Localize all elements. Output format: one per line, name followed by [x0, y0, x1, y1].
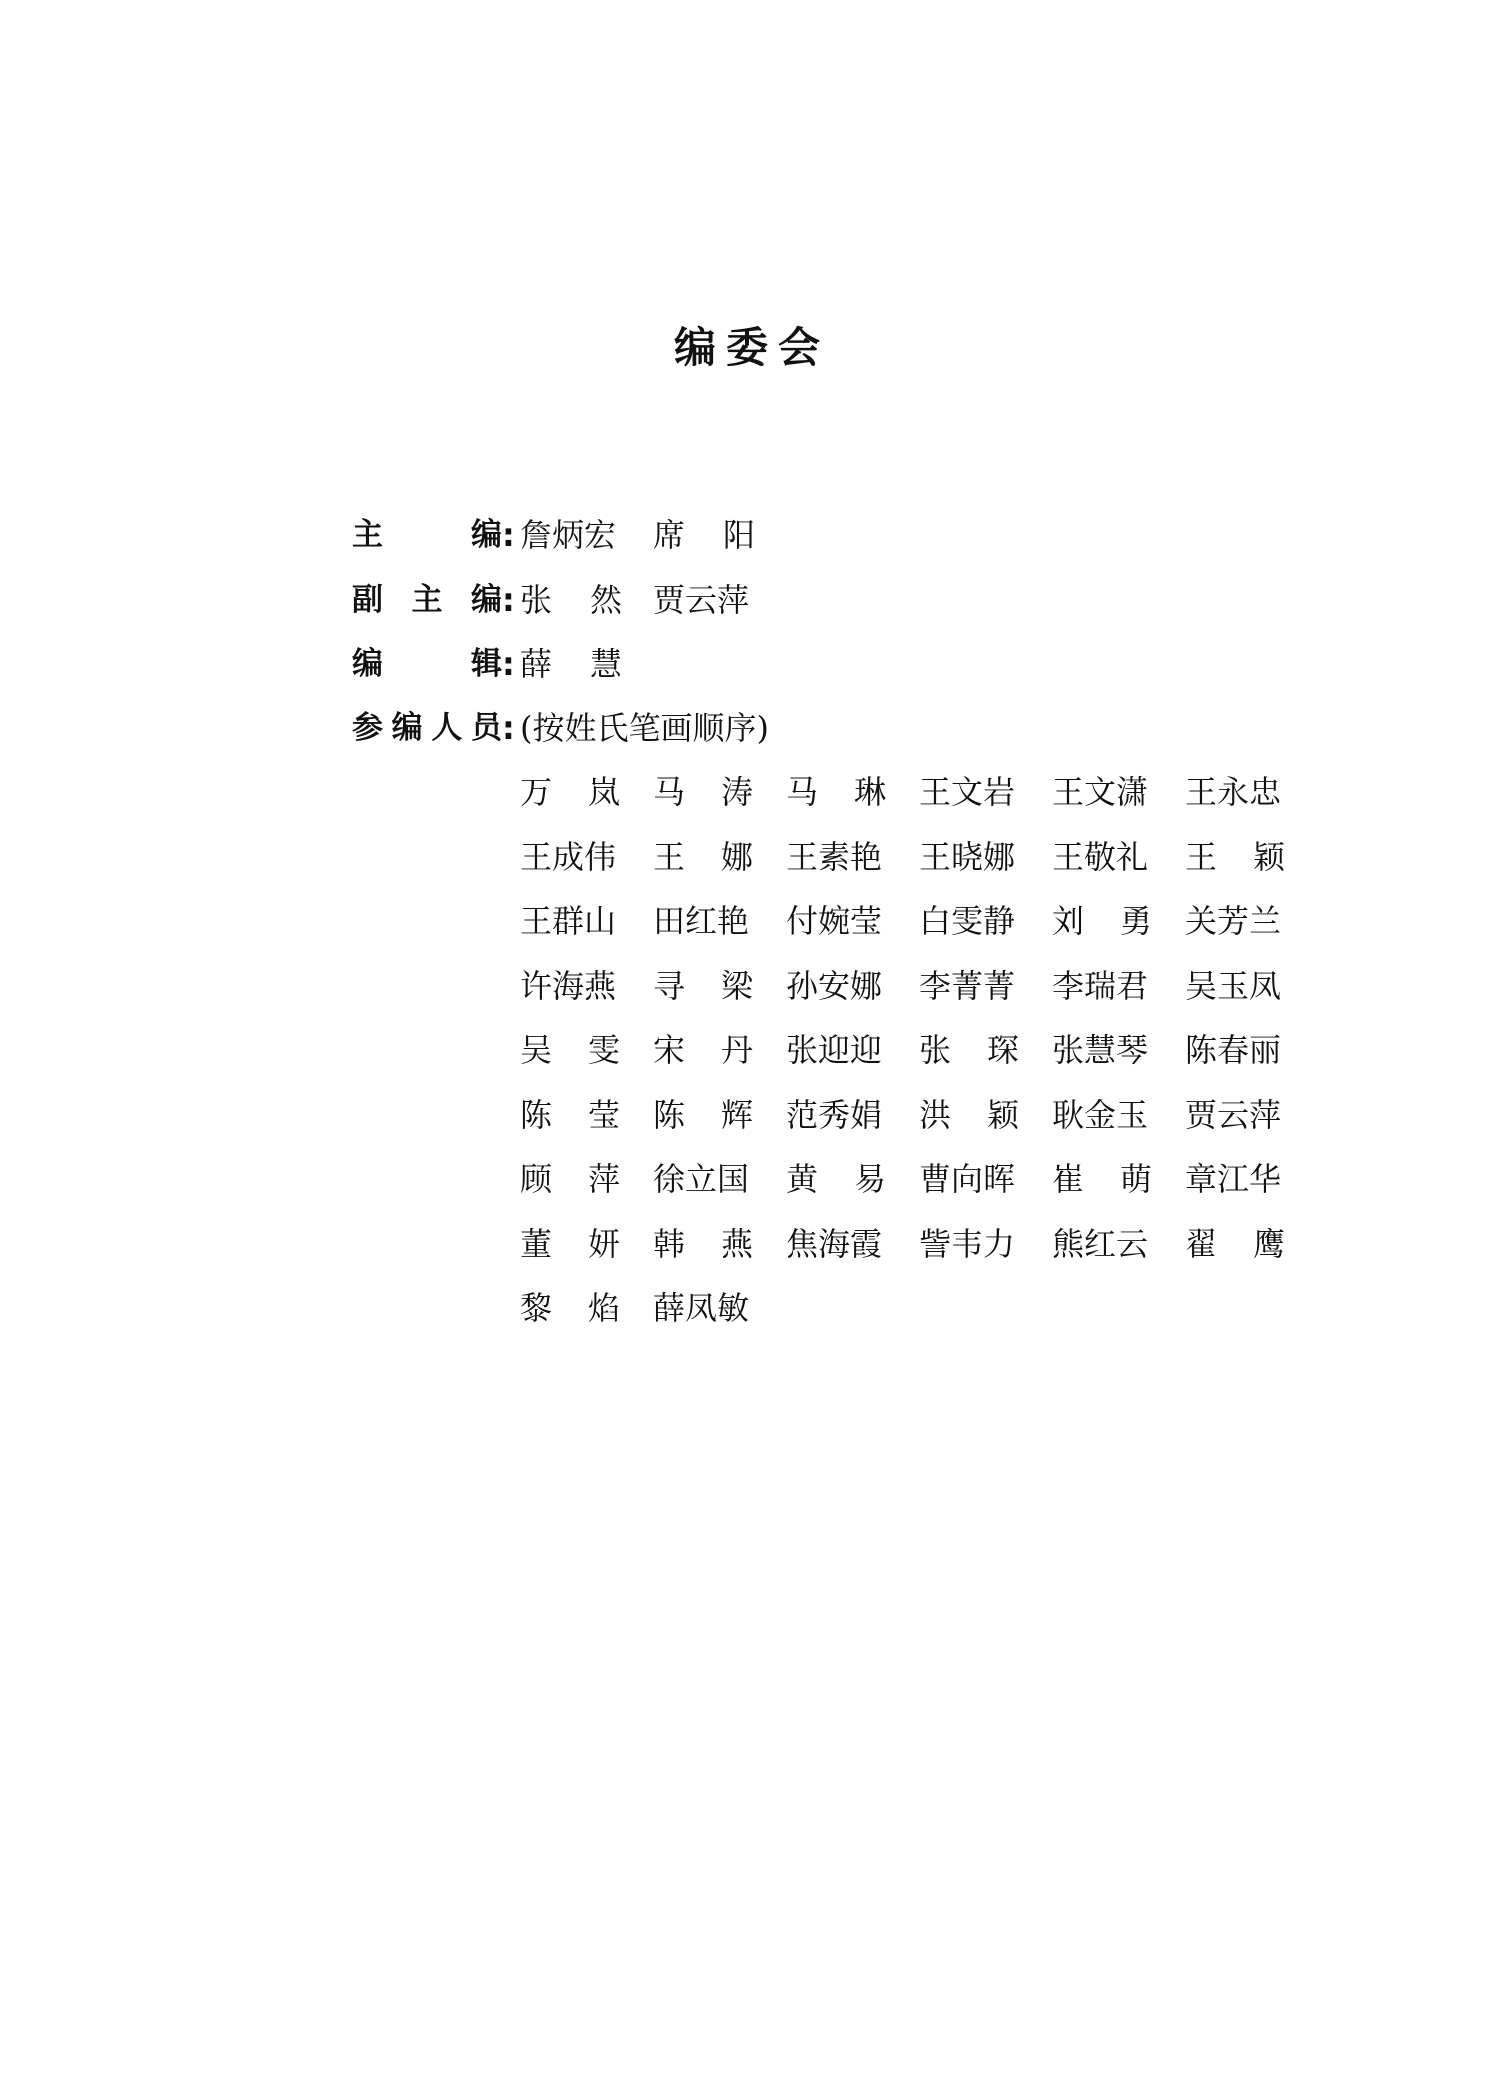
- person-name: 陈春丽: [1185, 1031, 1282, 1069]
- contributor-row: [520, 1276, 1318, 1341]
- person-name: 曹向晖: [919, 1160, 1016, 1198]
- person-name: 黄 易: [786, 1160, 886, 1198]
- person-name: 徐立国: [653, 1160, 750, 1198]
- page-title: 编委会: [673, 323, 830, 372]
- deputy-chief-editor-names: [520, 568, 786, 632]
- person-name: 耿金玉: [1052, 1095, 1149, 1134]
- person-name: 吴 雯: [520, 1031, 620, 1069]
- person-name: 关芳兰: [1185, 902, 1282, 940]
- person-name: 刘 勇: [1052, 902, 1152, 940]
- person-name: 吴玉凤: [1185, 966, 1282, 1005]
- editor-label: 编 辑: [352, 646, 502, 682]
- person-name: 黎 焰: [520, 1289, 620, 1327]
- editor-names: [520, 632, 653, 696]
- person-name: 章江华: [1185, 1160, 1282, 1198]
- ordering-note: (按姓氏笔画顺序): [520, 709, 769, 747]
- person-name: 李菁菁: [919, 966, 1016, 1005]
- person-name: 付婉莹: [786, 902, 883, 940]
- person-name: 陈 辉: [653, 1095, 753, 1134]
- person-name: 寻 梁: [653, 966, 753, 1005]
- person-name: 王永忠: [1185, 773, 1282, 811]
- person-name: 马 涛: [653, 773, 753, 811]
- person-name: 王 颖: [1185, 837, 1285, 876]
- contributor-row: [520, 889, 1318, 954]
- person-name: 王群山: [520, 902, 617, 940]
- person-name: 詹炳宏: [520, 516, 617, 554]
- person-name: 王成伟: [520, 837, 617, 876]
- person-name: 张迎迎: [786, 1031, 883, 1069]
- person-name: 陈 莹: [520, 1095, 620, 1134]
- contributor-row: [520, 1212, 1318, 1277]
- person-name: 许海燕: [520, 966, 617, 1005]
- person-name: 王文岩: [919, 773, 1016, 811]
- contributor-row: [520, 825, 1318, 890]
- person-name: 訾韦力: [919, 1224, 1016, 1263]
- chief-editor-names: [520, 503, 786, 567]
- person-name: 席 阳: [653, 516, 755, 554]
- person-name: 贾云萍: [653, 581, 750, 619]
- person-name: 洪 颖: [919, 1095, 1019, 1134]
- person-name: 熊红云: [1052, 1224, 1149, 1263]
- person-name: 崔 萌: [1052, 1160, 1152, 1198]
- person-name: 宋 丹: [653, 1031, 753, 1069]
- person-name: 薛 慧: [520, 645, 622, 683]
- person-name: 范秀娟: [786, 1095, 883, 1134]
- contributor-row: [520, 760, 1318, 825]
- person-name: 孙安娜: [786, 966, 883, 1005]
- person-name: 王晓娜: [919, 837, 1016, 876]
- chief-editor-label: 主 编: [352, 517, 502, 553]
- person-name: 翟 鹰: [1185, 1224, 1285, 1263]
- person-name: 万 岚: [520, 773, 620, 811]
- person-name: 薛凤敏: [653, 1289, 750, 1327]
- deputy-chief-editor-label: 副 主 编: [352, 582, 502, 618]
- person-name: 田红艳: [653, 902, 750, 940]
- person-name: 王文潇: [1052, 773, 1149, 811]
- contributor-row: [520, 1147, 1318, 1212]
- contributor-list: [520, 760, 1318, 1341]
- person-name: 王敬礼: [1052, 837, 1149, 876]
- contributor-row: [520, 1083, 1318, 1148]
- person-name: 王素艳: [786, 837, 883, 876]
- person-name: 李瑞君: [1052, 966, 1149, 1005]
- contributor-row: [520, 954, 1318, 1019]
- person-name: 王 娜: [653, 837, 753, 876]
- person-name: 董 妍: [520, 1224, 620, 1263]
- contributor-row: [520, 1018, 1318, 1083]
- person-name: 白雯静: [919, 902, 1016, 940]
- person-name: 马 琳: [786, 773, 886, 811]
- contributors-label: 参 编 人 员: [352, 710, 502, 746]
- person-name: 张慧琴: [1052, 1031, 1149, 1069]
- person-name: 张 然: [520, 581, 622, 619]
- person-name: 焦海霞: [786, 1224, 883, 1263]
- person-name: 贾云萍: [1185, 1095, 1282, 1134]
- person-name: 韩 燕: [653, 1224, 753, 1263]
- person-name: 张 琛: [919, 1031, 1019, 1069]
- person-name: 顾 萍: [520, 1160, 620, 1198]
